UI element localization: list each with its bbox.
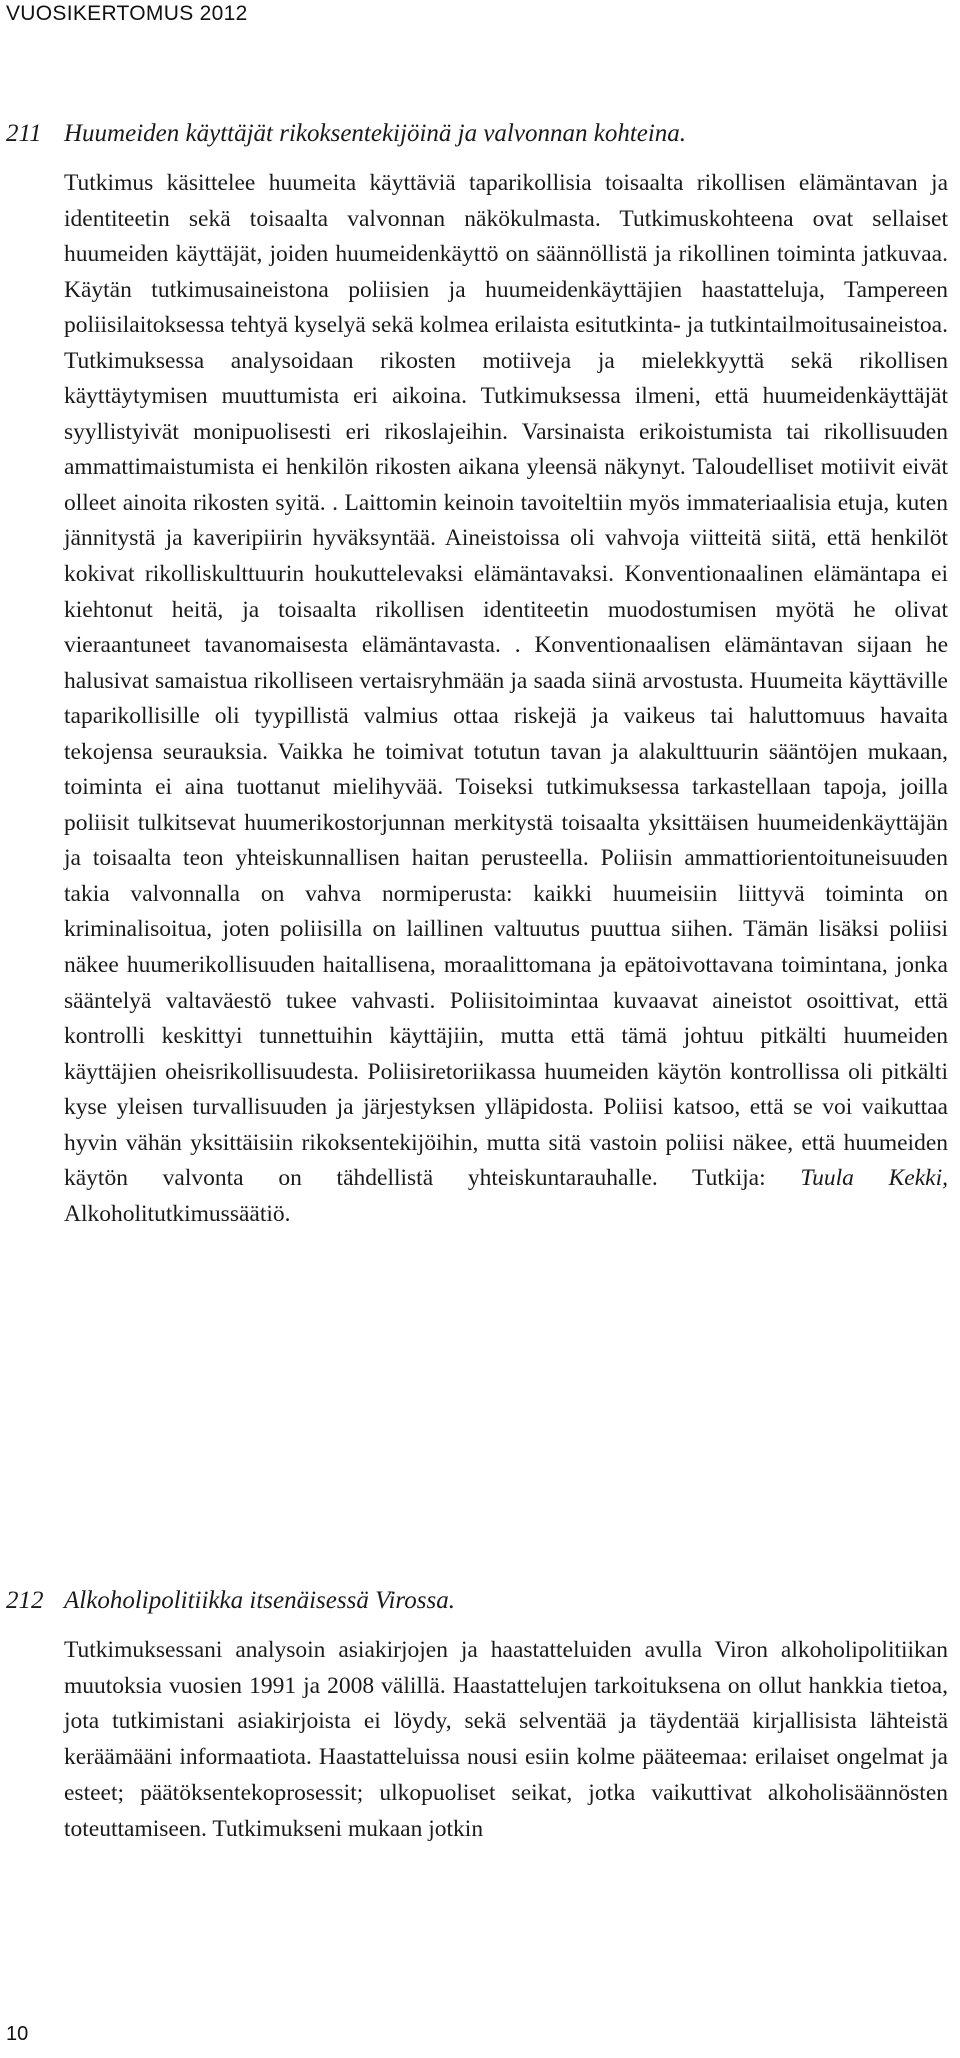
publication-title: VUOSIKERTOMUS 2012 [6, 2, 248, 25]
entry-body [64, 1633, 948, 1847]
entry-body-text: Tutkimus käsittelee huumeita käyttäviä taparikollisia toisaalta rikollisen elämäntavan ja identiteetin sekä toisaalta valvonnan näkökulmasta. Tutkimuskohteena ovat sellaiset huumeiden käyttäjät, joiden huumeidenkäyttö on säännöllistä ja rikollinen toiminta jatkuvaa. Käytän tutkimusaineistona poliisien ja huumeidenkäyttäjien haastatteluja, Tampereen poliisilaitoksessa tehtyä kyselyä sekä kolmea erilaista esitutkinta- ja tutkintailmoitusaineistoa. Tutkimuksessa analysoidaan rikosten motiiveja ja mielekkyyttä sekä rikollisen käyttäytymisen muuttumista eri aikoina. Tutkimuksessa ilmeni, että huumeidenkäyttäjät syyllistyivät monipuolisesti eri rikoslajeihin. Varsinaista erikoistumista tai rikollisuuden ammattimaistumista ei henkilön rikosten aikana yleensä näkynyt. Taloudelliset motiivit eivät olleet ainoita rikosten syitä. . Laittomin keinoin tavoiteltiin myös immateriaalisia etuja, kuten jännitystä ja kaveripiirin hyväksyntää. Aineistoissa oli vahvoja viitteitä siitä, että henkilöt kokivat rikolliskulttuurin houkuttelevaksi elämäntavaksi. Konventionaalinen elämäntapa ei kiehtonut heitä, ja toisaalta rikollisen identiteetin muodostumisen myötä he olivat vieraantuneet tavanomaisesta elämäntavasta. . Konventionaalisen elämäntavan sijaan he halusivat samaistua rikolliseen vertaisryhmään ja saada siinä arvostusta. Huumeita käyttäville taparikollisille oli tyypillistä valmius ottaa riskejä ja vaikeus tai haluttomuus havaita tekojensa seurauksia. Vaikka he toimivat totutun tavan ja alakulttuurin sääntöjen mukaan, toiminta ei aina tuottanut mielihyvää. Toiseksi tutkimuksessa tarkastellaan tapoja, joilla poliisit tulkitsevat huumerikostorjunnan merkitystä toisaalta yksittäisen huumeidenkäyttäjän ja toisaalta teon yhteiskunnallisen haitan perusteella. Poliisin ammattiorientoituneisuuden takia valvonnalla on vahva normiperusta: kaikki huumeisiin liittyvä toiminta on kriminalisoitua, joten poliisilla on laillinen valtuutus puuttua siihen. Tämän lisäksi poliisi näkee huumerikollisuuden haitallisena, moraalittomana ja epätoivottavana toimintana, jonka sääntelyä valtaväestö tukee vahvasti. Poliisitoimintaa kuvaavat aineistot osoittivat, että kontrolli keskittyi tunnettuihin käyttäjiin, mutta että tämä johtuu pitkälti huumeiden käyttäjien oheisrikollisuudesta. Poliisiretoriikassa huumeiden käytön kontrollissa oli pitkälti kyse yleisen turvallisuuden ja järjestyksen ylläpidosta. Poliisi katsoo, että se voi vaikuttaa hyvin vähän yksittäisiin rikoksentekijöihin, mutta sitä vastoin poliisi näkee, että huumeiden käytön valvonta on tähdellistä yhteiskuntarauhalle. Tutkija: [64, 170, 948, 1192]
page-number: 10 [6, 2023, 29, 2045]
research-institute: Alkoholitutkimussäätiö. [64, 1200, 291, 1227]
researcher-name: Tuula Kekki, [800, 1165, 949, 1192]
page-header [0, 0, 960, 28]
entry-211 [0, 116, 960, 1232]
entry-body [64, 166, 948, 1232]
entry-number: 211 [6, 120, 42, 147]
entry-212 [0, 1583, 960, 1847]
entry-heading [0, 1583, 960, 1619]
entry-body-text: Tutkimuksessani analysoin asiakirjojen ja haastatteluiden avulla Viron alkoholipolitiikan muutoksia vuosien 1991 ja 2008 välillä. Haastattelujen tarkoituksena on ollut hankkia tietoa, jota tutkimistani asiakirjoista ei löydy, sekä selventää ja täydentää kirjallisista lähteistä keräämääni informaatiota. Haastatteluissa nousi esiin kolme pääteemaa: erilaiset ongelmat ja esteet; päätöksentekoprosessit; ulkopuoliset seikat, jotka vaikuttivat alkoholisäännösten toteuttamiseen. Tutkimukseni mukaan jotkin [64, 1637, 948, 1842]
entry-title: Huumeiden käyttäjät rikoksentekijöinä ja valvonnan kohteina. [64, 120, 687, 147]
entry-title: Alkoholipolitiikka itsenäisessä Virossa. [64, 1587, 455, 1614]
entry-heading [0, 116, 960, 152]
entry-number: 212 [6, 1587, 44, 1614]
